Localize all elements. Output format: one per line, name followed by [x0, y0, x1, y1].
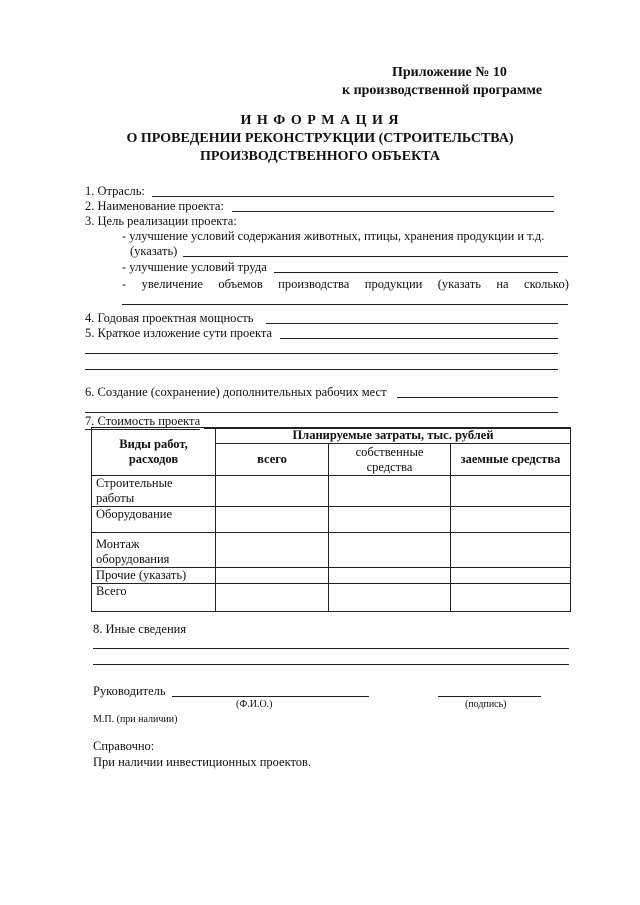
cell-own[interactable] — [329, 533, 451, 568]
col-header-loan: заемные средства — [451, 444, 571, 476]
stamp-caption: М.П. (при наличии) — [93, 714, 178, 725]
goal-labor-field[interactable] — [274, 272, 558, 273]
word: сколько) — [524, 277, 569, 291]
fio-caption: (Ф.И.О.) — [236, 699, 273, 710]
signature-head-label: Руководитель — [93, 684, 166, 698]
row-label — [92, 507, 216, 533]
item-jobs-label: 6. Создание (сохранение) дополнительных рабочих мест — [85, 385, 387, 399]
other-field-1[interactable] — [93, 648, 569, 649]
cell-own[interactable] — [329, 568, 451, 584]
sign-field[interactable] — [438, 696, 541, 697]
col-header-own-line-2: средства — [366, 459, 413, 474]
cell-own[interactable] — [329, 476, 451, 507]
col-header-own — [329, 444, 451, 476]
table-row — [92, 476, 571, 507]
cell-loan[interactable] — [451, 568, 571, 584]
capacity-field[interactable] — [266, 323, 558, 324]
fio-field[interactable] — [172, 696, 369, 697]
cell-loan[interactable] — [451, 507, 571, 533]
cell-loan[interactable] — [451, 584, 571, 612]
jobs-field-1[interactable] — [397, 397, 558, 398]
row-label-line-1: Строительные — [96, 476, 173, 490]
goal-option-labor: - улучшение условий труда — [122, 260, 267, 274]
cell-own[interactable] — [329, 584, 451, 612]
col-header-total: всего — [216, 444, 329, 476]
word: на — [496, 277, 509, 291]
item-capacity-label: 4. Годовая проектная мощность — [85, 311, 254, 325]
goal-volume-field[interactable] — [122, 304, 568, 305]
item-industry-label: 1. Отрасль: — [85, 184, 145, 198]
title-line-1: И Н Ф О Р М А Ц И Я — [240, 113, 400, 128]
project-name-field[interactable] — [232, 211, 554, 212]
word: производства — [278, 277, 350, 291]
word: объемов — [218, 277, 263, 291]
summary-field-1[interactable] — [280, 338, 558, 339]
row-label — [92, 568, 216, 584]
cell-own[interactable] — [329, 507, 451, 533]
item-cost-label: 7. Стоимость проекта — [85, 414, 201, 428]
row-label-line-2: оборудования — [96, 552, 170, 566]
summary-field-3[interactable] — [85, 369, 558, 370]
goal-option-volume — [122, 277, 569, 292]
row-label-line-1: Оборудование — [96, 507, 173, 521]
goal-conditions-field[interactable] — [183, 256, 568, 257]
col-header-own-line-1: собственные — [355, 444, 424, 459]
table-row — [92, 533, 571, 568]
appendix-target: к производственной программе — [342, 83, 543, 98]
goal-option-conditions-specify: (указать) — [130, 244, 178, 258]
item-goal-label: 3. Цель реализации проекта: — [85, 214, 237, 228]
appendix-number: Приложение № 10 — [392, 65, 507, 80]
row-label-line-1: Монтаж — [96, 537, 140, 551]
table-row — [92, 584, 571, 612]
cell-total[interactable] — [216, 507, 329, 533]
note-text: При наличии инвестиционных проектов. — [93, 755, 312, 769]
row-label — [92, 584, 216, 612]
table-row — [92, 507, 571, 533]
cell-loan[interactable] — [451, 533, 571, 568]
col-header-planned: Планируемые затраты, тыс. рублей — [216, 428, 571, 444]
item-summary-label: 5. Краткое изложение сути проекта — [85, 326, 273, 340]
cell-total[interactable] — [216, 476, 329, 507]
word: - — [122, 277, 127, 291]
row-label — [92, 476, 216, 507]
cell-total[interactable] — [216, 584, 329, 612]
col-header-types — [92, 428, 216, 476]
col-header-types-line-2: расходов — [128, 451, 179, 466]
word: увеличение — [141, 277, 203, 291]
goal-option-conditions: - улучшение условий содержания животных, птицы, хранения продукции и т.д. — [122, 229, 545, 243]
cell-loan[interactable] — [451, 476, 571, 507]
row-label-line-2: работы — [96, 491, 135, 505]
jobs-field-2[interactable] — [85, 412, 558, 413]
item-other-label: 8. Иные сведения — [93, 622, 187, 636]
cell-total[interactable] — [216, 568, 329, 584]
other-field-2[interactable] — [93, 664, 569, 665]
word: (указать — [437, 277, 481, 291]
row-label — [92, 533, 216, 568]
table-row — [92, 568, 571, 584]
row-label-line-1: Прочие (указать) — [96, 568, 187, 582]
sign-caption: (подпись) — [465, 699, 507, 710]
col-header-types-line-1: Виды работ, — [119, 436, 188, 451]
title-line-3: ПРОИЗВОДСТВЕННОГО ОБЪЕКТА — [200, 149, 440, 164]
item-project-name-label: 2. Наименование проекта: — [85, 199, 224, 213]
cost-table — [91, 427, 571, 612]
cell-total[interactable] — [216, 533, 329, 568]
row-label-line-1: Всего — [96, 584, 127, 598]
word: продукции — [364, 277, 423, 291]
industry-field[interactable] — [152, 196, 554, 197]
title-line-2: О ПРОВЕДЕНИИ РЕКОНСТРУКЦИИ (СТРОИТЕЛЬСТВА) — [126, 131, 514, 146]
note-ref: Справочно: — [93, 739, 155, 753]
summary-field-2[interactable] — [85, 353, 558, 354]
